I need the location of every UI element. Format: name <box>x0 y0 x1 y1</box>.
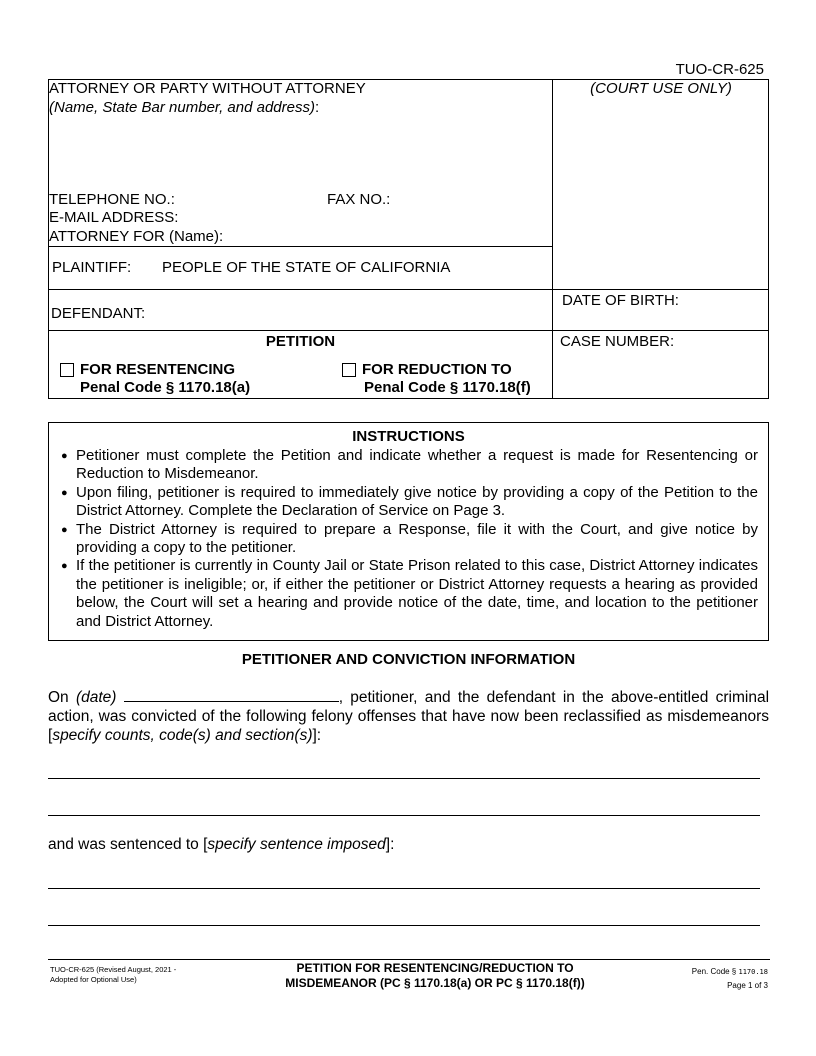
divider-defendant <box>48 330 769 331</box>
instruction-text: If the petitioner is currently in County Jail or State Prison related to this case, District Attorney indicates the petitioner is ineligible; or, if either the petitioner or District Attorney requests a hearing as provided below, the Court will set a hearing and provide notice of the date, time, and location to the petitioner and District Attorney. <box>76 557 758 630</box>
pen-code-value: 1170.18 <box>738 968 768 976</box>
sentence-line-2[interactable] <box>48 925 760 926</box>
case-number-label: CASE NUMBER: <box>560 333 675 350</box>
instruction-item <box>49 447 768 484</box>
footer-title-line1: PETITION FOR RESENTENCING/REDUCTION TO <box>296 961 574 975</box>
instruction-text: Upon filing, petitioner is required to immediately give notice by providing a copy of the Petition to the District Attorney. Complete the Declaration of Service on Page 3. <box>76 483 758 520</box>
instruction-text: The District Attorney is required to prepare a Response, file it with the Court, and give notice by providing a copy to the petitioner. <box>76 520 758 557</box>
footer-right <box>692 965 768 992</box>
bullet-icon: ● <box>61 560 68 573</box>
on-text: On <box>48 689 76 706</box>
instruction-text: Petitioner must complete the Petition and indicate whether a request is made for Resentencing or Reduction to Misdemeanor. <box>76 447 758 483</box>
reduction-checkbox[interactable] <box>342 363 356 377</box>
attorney-sub-colon: : <box>314 99 320 116</box>
pen-code-label: Pen. Code § <box>691 967 739 976</box>
plaintiff-value: PEOPLE OF THE STATE OF CALIFORNIA <box>162 259 451 276</box>
footer-title <box>230 961 640 991</box>
instruction-item <box>49 521 768 558</box>
conviction-text: , petitioner, and the defendant in the above-entitled criminal action, was convicted of the following felony offenses that have now been reclassified as misdemeanors [ <box>48 689 770 744</box>
attorney-sub-text: (Name, State Bar number, and address) <box>49 99 315 116</box>
instructions-box <box>48 422 769 641</box>
footer-rule <box>48 959 770 960</box>
instructions-list <box>49 447 768 631</box>
attorney-for-label: ATTORNEY FOR (Name): <box>49 228 224 245</box>
page-number: Page 1 of 3 <box>727 981 768 990</box>
court-use-only: (COURT USE ONLY) <box>590 80 732 97</box>
offenses-line-2[interactable] <box>48 815 760 816</box>
bullet-icon: ● <box>61 486 68 499</box>
instruction-item <box>49 557 768 631</box>
reduction-code: Penal Code § 1170.18(f) <box>364 379 531 396</box>
resentencing-code: Penal Code § 1170.18(a) <box>80 379 251 396</box>
bullet-icon: ● <box>61 523 68 536</box>
conviction-date-field[interactable] <box>124 687 339 702</box>
defendant-label: DEFENDANT: <box>51 305 146 322</box>
instructions-title: INSTRUCTIONS <box>352 428 465 445</box>
offenses-line-1[interactable] <box>48 778 760 779</box>
caption-divider <box>552 79 553 399</box>
divider-plaintiff <box>48 289 769 290</box>
specify-sentence-label: specify sentence imposed <box>207 836 386 853</box>
fax-label: FAX NO.: <box>327 191 391 208</box>
date-of-birth-label: DATE OF BIRTH: <box>562 292 679 309</box>
divider-attorney <box>48 246 553 247</box>
conviction-paragraph <box>48 687 769 745</box>
sentenced-prefix: and was sentenced to [ <box>48 836 208 853</box>
footer-left-line2: Adopted for Optional Use) <box>50 975 137 984</box>
attorney-heading: ATTORNEY OR PARTY WITHOUT ATTORNEY <box>49 80 366 97</box>
footer-form-revision <box>50 965 176 985</box>
resentencing-label: FOR RESENTENCING <box>80 361 236 378</box>
telephone-label: TELEPHONE NO.: <box>49 191 175 208</box>
bullet-icon: ● <box>61 450 68 462</box>
pen-code <box>692 965 768 979</box>
specify-counts-label: specify counts, code(s) and section(s) <box>52 727 313 744</box>
end-bracket: ]: <box>312 727 322 744</box>
conviction-section-title: PETITIONER AND CONVICTION INFORMATION <box>241 651 576 668</box>
email-label: E-MAIL ADDRESS: <box>49 209 179 226</box>
plaintiff-label: PLAINTIFF: <box>52 259 132 276</box>
sentenced-suffix: ]: <box>385 836 395 853</box>
instruction-item <box>49 484 768 521</box>
footer-title-line2: MISDEMEANOR (PC § 1170.18(a) OR PC § 1170.18(f)) <box>285 976 585 990</box>
petition-title: PETITION <box>265 333 336 350</box>
date-label: (date) <box>75 689 117 706</box>
sentence-paragraph <box>48 835 394 854</box>
attorney-subheading <box>49 99 319 117</box>
resentencing-checkbox[interactable] <box>60 363 74 377</box>
footer-left-line1: TUO-CR-625 (Revised August, 2021 - <box>50 965 177 974</box>
sentence-line-1[interactable] <box>48 888 760 889</box>
reduction-label: FOR REDUCTION TO <box>362 361 512 378</box>
form-id: TUO-CR-625 <box>675 61 764 78</box>
